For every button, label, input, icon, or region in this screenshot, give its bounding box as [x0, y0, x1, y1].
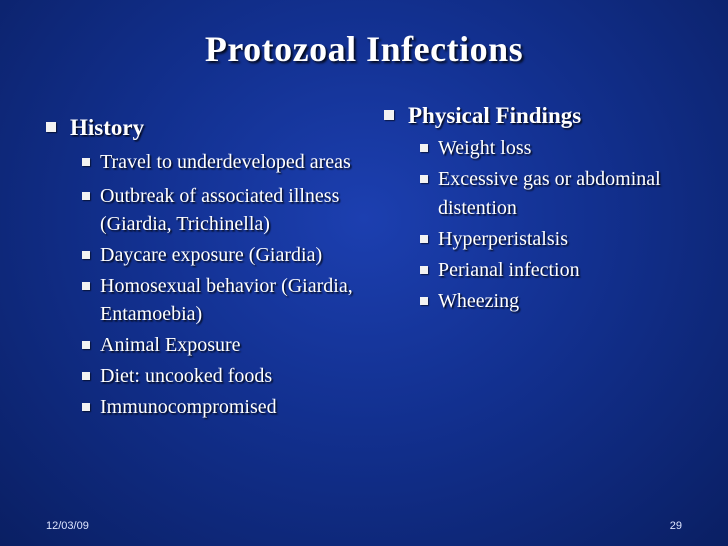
history-list — [82, 148, 366, 421]
square-bullet-icon — [82, 341, 90, 349]
square-bullet-icon — [420, 297, 428, 305]
history-column — [46, 114, 366, 424]
list-item — [82, 393, 366, 421]
list-item — [420, 165, 704, 223]
history-heading: History — [70, 115, 145, 140]
list-item — [420, 256, 704, 285]
list-item — [420, 225, 704, 254]
list-item-text: Outbreak of associated illness (Giardia, Trichinella) — [100, 185, 340, 235]
square-bullet-icon — [82, 251, 90, 259]
list-item-text: Wheezing — [438, 290, 520, 312]
physical-findings-list — [420, 134, 704, 316]
list-item — [82, 148, 366, 176]
physical-findings-column — [384, 102, 704, 318]
list-item-text: Daycare exposure (Giardia) — [100, 244, 323, 266]
slide-date: 12/03/09 — [46, 520, 89, 532]
list-item — [82, 182, 366, 238]
list-item — [82, 362, 366, 390]
list-item — [420, 134, 704, 163]
square-bullet-icon — [82, 158, 90, 166]
square-bullet-icon — [384, 110, 394, 120]
list-item — [420, 287, 704, 316]
list-item-text: Travel to underdeveloped areas — [100, 151, 351, 173]
square-bullet-icon — [420, 235, 428, 243]
list-item-text: Animal Exposure — [100, 334, 241, 356]
square-bullet-icon — [420, 175, 428, 183]
list-item-text: Diet: uncooked foods — [100, 365, 273, 387]
square-bullet-icon — [82, 192, 90, 200]
physical-findings-heading: Physical Findings — [408, 103, 582, 128]
history-heading-row — [46, 114, 366, 142]
square-bullet-icon — [46, 122, 56, 132]
list-item-text: Perianal infection — [438, 259, 580, 281]
list-item-text: Hyperperistalsis — [438, 228, 568, 250]
square-bullet-icon — [82, 282, 90, 290]
list-item-text: Excessive gas or abdominal distention — [438, 168, 661, 219]
square-bullet-icon — [420, 266, 428, 274]
slide-page-number: 29 — [669, 520, 682, 532]
square-bullet-icon — [82, 372, 90, 380]
list-item — [82, 272, 366, 328]
list-item — [82, 241, 366, 269]
square-bullet-icon — [420, 144, 428, 152]
list-item-text: Weight loss — [438, 137, 532, 159]
square-bullet-icon — [82, 403, 90, 411]
list-item-text: Immunocompromised — [100, 396, 277, 418]
list-item-text: Homosexual behavior (Giardia, Entamoebia) — [100, 275, 353, 325]
slide-title: Protozoal Infections — [204, 29, 524, 69]
list-item — [82, 331, 366, 359]
physical-findings-heading-row — [384, 102, 704, 130]
